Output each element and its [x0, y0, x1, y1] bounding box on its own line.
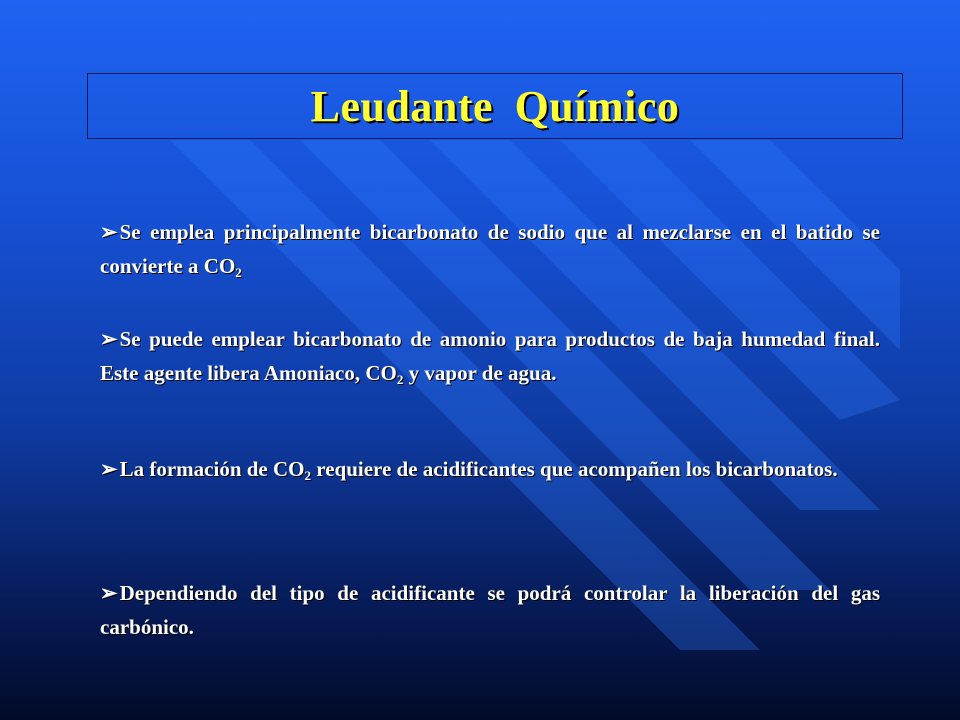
arrow-bullet-icon: ➢: [100, 581, 118, 605]
bullet-1: [100, 215, 880, 283]
arrow-bullet-icon: ➢: [100, 457, 118, 481]
bullet-3: [100, 452, 880, 486]
bullet-2-text-after: y vapor de agua.: [403, 361, 557, 385]
slide-title: Leudante Químico: [310, 81, 680, 131]
bullet-3-subscript: 2: [304, 468, 312, 483]
bullet-1-subscript: 2: [235, 265, 242, 280]
bullet-2-subscript: 2: [396, 372, 404, 387]
title-box: [87, 73, 903, 139]
arrow-bullet-icon: ➢: [100, 327, 118, 351]
bullet-1-text: Se emplea principalmente bicarbonato de sodio que al mezclarse en el batido se convierte a CO: [100, 220, 880, 278]
arrow-bullet-icon: ➢: [100, 220, 118, 244]
bullet-2-text: Se puede emplear bicarbonato de amonio para productos de baja humedad final. Este agente libera Amoniaco, CO: [100, 327, 880, 385]
bullet-2: [100, 322, 880, 390]
bullet-4: [100, 576, 880, 644]
bullet-4-text: Dependiendo del tipo de acidificante se podrá controlar la liberación del gas carbónico.: [100, 581, 880, 639]
bullet-3-text: La formación de CO: [119, 457, 305, 481]
bullet-3-text-after: requiere de acidificantes que acompañen los bicarbonatos.: [311, 457, 838, 481]
